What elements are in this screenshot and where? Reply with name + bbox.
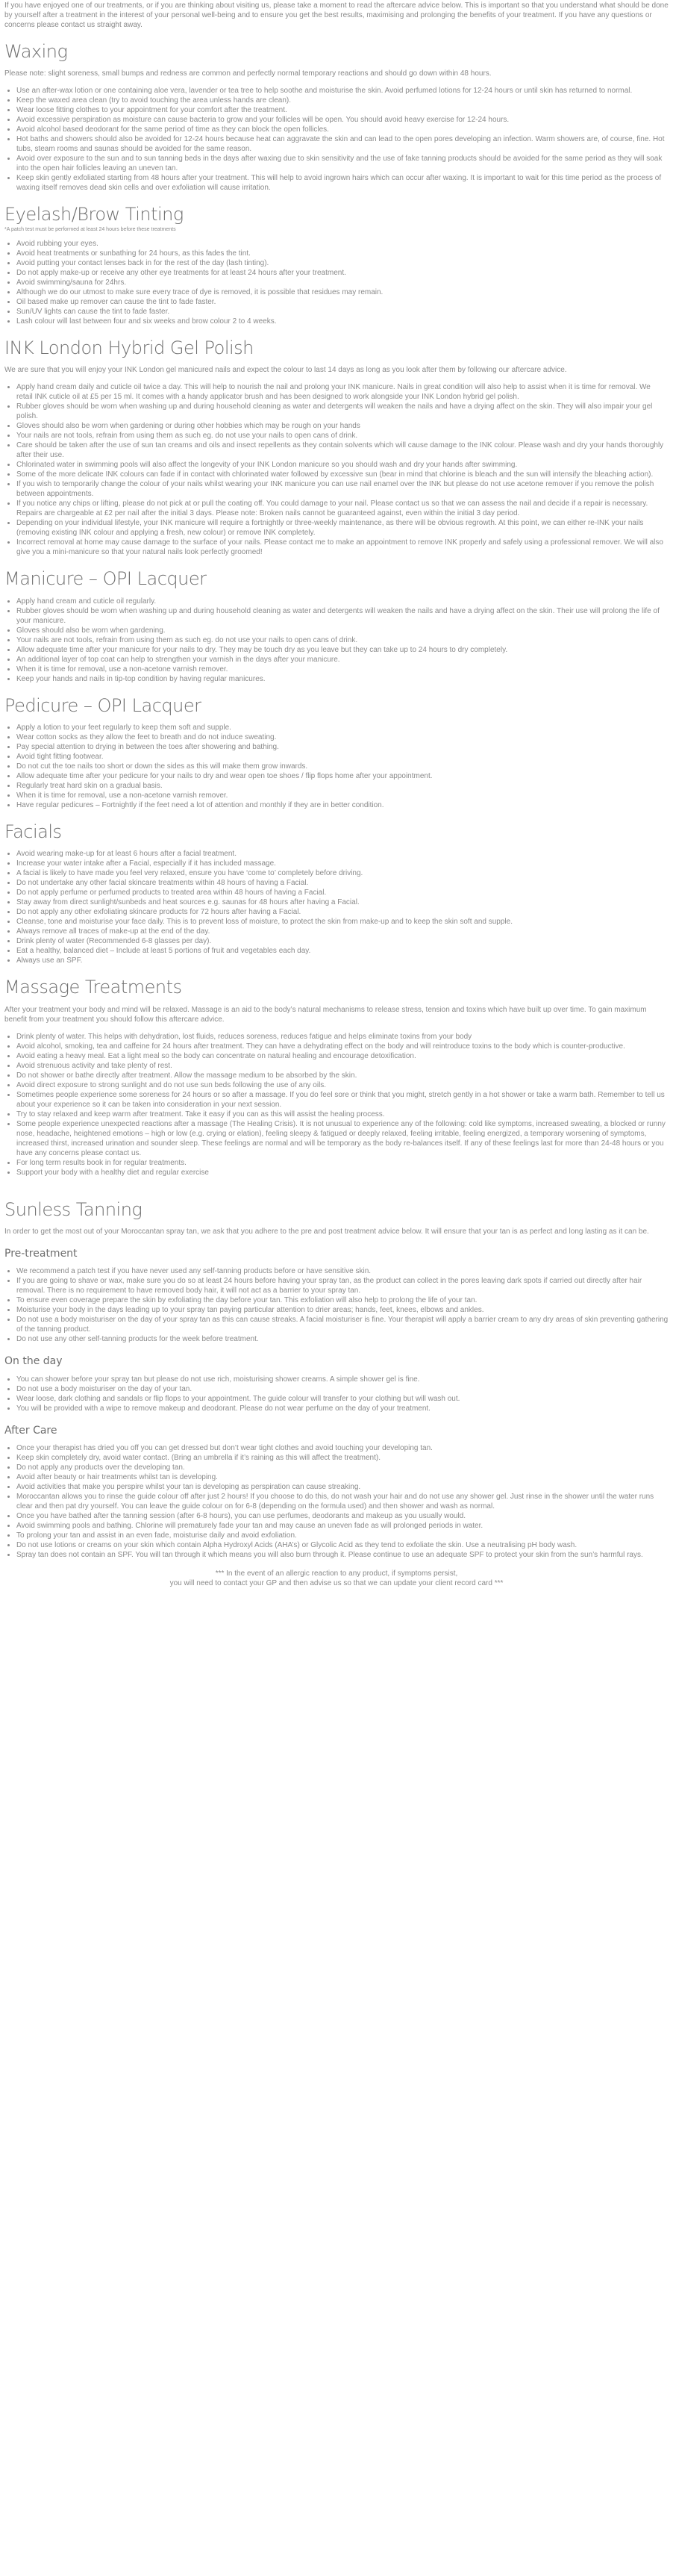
massage-list	[4, 1032, 669, 1177]
list-item: • We recommend a patch test if you have never used any self-tanning products before or have sensitive skin.	[16, 1266, 669, 1276]
ink-intro: We are sure that you will enjoy your INK London gel manicured nails and expect the colour to last 14 days as long as you look after them by following our aftercare advice.	[4, 366, 567, 375]
list-item: • Your nails are not tools, refrain from using them as such eg. do not use your nails to open cans of drink.	[16, 635, 669, 645]
list-item: • Some people experience unexpected reactions after a massage (The Healing Crisis). It is not unusual to experience any of the following: cold like symptoms, increased sweating, a blocked or runny nose, headache, heightened emotions – high or low (e.g. crying or elation), feeling sleepy & fatigued or deeply relaxed, feeling irritable, feeling energized, a temporary worsening of symptoms, increased thirst, increased urination and sounder sleep. These feelings are normal and will be temporary as the body re-balances itself. If any of these feelings last for more than 24-48 hours or you have any concerns please contact us.	[16, 1119, 669, 1158]
allergy-footer	[4, 1569, 669, 1588]
brow-list	[4, 239, 669, 326]
list-item: • Pay special attention to drying in between the toes after showering and bathing.	[16, 742, 669, 752]
list-item: • Gloves should also be worn when gardening.	[16, 626, 669, 635]
list-item: • Chlorinated water in swimming pools will also affect the longevity of your INK London manicure so you should wash and dry your hands after swimming.	[16, 460, 669, 470]
list-item: • Do not use any other self-tanning products for the week before treatment.	[16, 1334, 669, 1344]
list-item: • Do not apply make-up or receive any other eye treatments for at least 24 hours after your treatment.	[16, 268, 669, 278]
list-item: • Use an after-wax lotion or one containing aloe vera, lavender or tea tree to help soothe and moisturise the skin. Avoid perfumed lotions for 12-24 hours or until skin has returned to normal.	[16, 86, 669, 96]
massage-heading: Massage Treatments	[4, 977, 182, 998]
list-item: • Do not shower or bathe directly after treatment. Allow the massage medium to be absorbed by the skin.	[16, 1071, 669, 1080]
facials-section	[4, 822, 669, 965]
pedicure-list	[4, 723, 669, 810]
footer-line-1: *** In the event of an allergic reaction to any product, if symptoms persist,	[215, 1569, 458, 1578]
list-item: • Avoid wearing make-up for at least 6 hours after a facial treatment.	[16, 849, 669, 859]
list-item: • Rubber gloves should be worn when washing up and during household cleaning as water and detergents will weaken the nails and have a drying affect on the skin. Their use will prolong the life of your manicure.	[16, 606, 669, 626]
list-item: • Support your body with a healthy diet and regular exercise	[16, 1168, 669, 1177]
manicure-heading: Manicure – OPI Lacquer	[4, 568, 207, 590]
on-the-day-heading: On the day	[4, 1355, 63, 1368]
list-item: • Avoid eating a heavy meal. Eat a light meal so the body can concentrate on natural healing and encourage detoxification.	[16, 1051, 669, 1061]
list-item: • When it is time for removal, use a non-acetone varnish remover.	[16, 665, 669, 674]
list-item: • Moisturise your body in the days leading up to your spray tan paying particular attention to drier areas; hands, feet, knees, elbows and ankles.	[16, 1305, 669, 1315]
list-item: • Do not apply any products over the developing tan.	[16, 1463, 669, 1472]
list-item: • Moroccantan allows you to rinse the guide colour off after just 2 hours! If you choose to do this, do not wash your hair and do not use any shower gel. Just rinse in the shower until the water runs clear and then pat dry yourself. You can leave the guide colour on for 6-8 (depending on the formula used) and then shower and wash as normal.	[16, 1492, 669, 1511]
list-item: • Avoid swimming pools and bathing. Chlorine will prematurely fade your tan and may cause an uneven fade as will prolonged periods in water.	[16, 1521, 669, 1531]
list-item: • You will be provided with a wipe to remove makeup and deodorant. Please do not wear perfume on the day of your treatment.	[16, 1404, 669, 1413]
list-item: • Try to stay relaxed and keep warm after treatment. Take it easy if you can as this will assist the healing process.	[16, 1110, 669, 1119]
list-item: • Stay away from direct sunlight/sunbeds and heat sources e.g. saunas for 48 hours after having a Facial.	[16, 897, 669, 907]
list-item: • Oil based make up remover can cause the tint to fade faster.	[16, 297, 669, 307]
brow-heading: Eyelash/Brow Tinting	[4, 204, 184, 225]
list-item: • Avoid heat treatments or sunbathing for 24 hours, as this fades the tint.	[16, 249, 669, 258]
list-item: • Apply hand cream daily and cuticle oil twice a day. This will help to nourish the nail and prolong your INK manicure. Nails in great condition will also help to assist when it is time for removal. We retail INK cuticle oil at £5 per 15 ml. It comes with a handy applicator brush and has been designed to work alongside your INK London hybrid gel polish.	[16, 382, 669, 402]
list-item: • Do not use a body moisturiser on the day of your spray tan as this can cause streaks. A facial moisturiser is fine. Your therapist will apply a barrier cream to any dry areas of skin preventing gathering of the tanning product.	[16, 1315, 669, 1334]
facials-heading: Facials	[4, 821, 62, 843]
list-item: • Spray tan does not contain an SPF. You will tan through it which means you will also burn through it. Please continue to use an adequate SPF to protect your skin from the sun’s harmful rays.	[16, 1550, 669, 1560]
pre-treatment-heading: Pre-treatment	[4, 1248, 78, 1260]
manicure-list	[4, 597, 669, 684]
list-item: • Avoid activities that make you perspire whilst your tan is developing as perspiration can cause streaking.	[16, 1482, 669, 1492]
list-item: • Incorrect removal at home may cause damage to the surface of your nails. Please contact me to make an appointment to remove INK properly and safely using a professional remover. We will also give you a mini-manicure so that your natural nails look perfectly groomed!	[16, 538, 669, 557]
list-item: • Keep skin gently exfoliated starting from 48 hours after your treatment. This will help to avoid ingrown hairs which can occur after waxing. It is important to wait for this time period as the process of waxing itself removes dead skin cells and over exfoliation will cause irritation.	[16, 173, 669, 193]
brow-section	[4, 205, 669, 326]
list-item: • Avoid putting your contact lenses back in for the rest of the day (lash tinting).	[16, 258, 669, 268]
list-item: • If you notice any chips or lifting, please do not pick at or pull the coating off. You could damage to your nail. Please contact us so that we can assess the nail and decide if a repair is necessary. Repairs are chargeable at £2 per nail after the initial 3 days. Please note: Broken nails cannot be guaranteed against, even within the initial 3 day period.	[16, 499, 669, 518]
pedicure-section	[4, 696, 669, 810]
facials-list	[4, 849, 669, 965]
list-item: • Always remove all traces of make-up at the end of the day.	[16, 927, 669, 936]
list-item: • Sometimes people experience some soreness for 24 hours or so after a massage. If you do feel sore or think that you might, stretch gently in a hot shower or take a warm bath. Remember to tell us about your experience so it can be taken into consideration in your next session.	[16, 1090, 669, 1110]
after-care-heading: After Care	[4, 1424, 57, 1437]
list-item: • Gloves should also be worn when gardening or during other hobbies which may be rough on your hands	[16, 421, 669, 431]
list-item: • Some of the more delicate INK colours can fade if in contact with chlorinated water followed by excessive sun (bear in mind that chlorine is bleach and the sun will intensify the bleaching action).	[16, 470, 669, 479]
list-item: • Wear loose, dark clothing and sandals or flip flops to your appointment. The guide colour will transfer to your clothing but will wash out.	[16, 1394, 669, 1404]
list-item: • Avoid direct exposure to strong sunlight and do not use sun beds following the use of any oils.	[16, 1080, 669, 1090]
list-item: • Avoid tight fitting footwear.	[16, 752, 669, 762]
list-item: • Drink plenty of water. This helps with dehydration, lost fluids, reduces soreness, reduces fatigue and helps eliminate toxins from your body	[16, 1032, 669, 1042]
list-item: • Increase your water intake after a Facial, especially if it has included massage.	[16, 859, 669, 868]
list-item: • Wear loose fitting clothes to your appointment for your comfort after the treatment.	[16, 105, 669, 115]
list-item: • Do not use a body moisturiser on the day of your tan.	[16, 1384, 669, 1394]
list-item: • Avoid swimming/sauna for 24hrs.	[16, 278, 669, 287]
list-item: • Allow adequate time after your pedicure for your nails to dry and wear open toe shoes / flip flops home after your appointment.	[16, 771, 669, 781]
list-item: • Lash colour will last between four and six weeks and brow colour 2 to 4 weeks.	[16, 317, 669, 326]
list-item: • Apply a lotion to your feet regularly to keep them soft and supple.	[16, 723, 669, 732]
ink-list	[4, 382, 669, 557]
pedicure-heading: Pedicure – OPI Lacquer	[4, 694, 201, 716]
pre-treatment-list	[4, 1266, 669, 1344]
massage-section	[4, 977, 669, 1177]
list-item: • Regularly treat hard skin on a gradual basis.	[16, 781, 669, 791]
list-item: • Rubber gloves should be worn when washing up and during household cleaning as water and detergents will weaken the nails and have a drying affect on the skin. They will also impair your gel polish.	[16, 402, 669, 421]
list-item: • Allow adequate time after your manicure for your nails to dry. They may be touch dry as you leave but they can take up to 24 hours to dry completely.	[16, 645, 669, 655]
list-item: • Hot baths and showers should also be avoided for 12-24 hours because heat can aggravate the skin and can lead to the open pores developing an infection. Warm showers are, of course, fine. Hot tubs, steam rooms and saunas should be avoided for the same reason.	[16, 134, 669, 154]
list-item: • Avoid alcohol based deodorant for the same period of time as they can block the open follicles.	[16, 125, 669, 134]
patch-test-note: *A patch test must be performed at least 24 hours before these treatments	[4, 226, 176, 232]
list-item: • Avoid strenuous activity and take plenty of rest.	[16, 1061, 669, 1071]
manicure-section	[4, 569, 669, 683]
list-item: • Once your therapist has dried you off you can get dressed but don’t wear tight clothes and avoid touching your developing tan.	[16, 1443, 669, 1453]
list-item: • Keep skin completely dry, avoid water contact. (Bring an umbrella if it’s raining as this will affect the treatment).	[16, 1453, 669, 1463]
list-item: • Do not cut the toe nails too short or down the sides as this will make them grow inwards.	[16, 762, 669, 771]
tanning-section	[4, 1200, 669, 1560]
list-item: • Sun/UV lights can cause the tint to fade faster.	[16, 307, 669, 317]
list-item: • Do not apply perfume or perfumed products to treated area within 48 hours of having a Facial.	[16, 888, 669, 897]
list-item: • Keep your hands and nails in tip-top condition by having regular manicures.	[16, 674, 669, 684]
ink-heading: INK London Hybrid Gel Polish	[4, 337, 254, 358]
list-item: • Keep the waxed area clean (try to avoid touching the area unless hands are clean).	[16, 96, 669, 105]
list-item: • Once you have bathed after the tanning session (after 6-8 hours), you can use perfumes, deodorants and makeup as you usually would.	[16, 1511, 669, 1521]
list-item: • Apply hand cream and cuticle oil regularly.	[16, 597, 669, 606]
tanning-intro: In order to get the most out of your Moroccantan spray tan, we ask that you adhere to the pre and post treatment advice below. It will ensure that your tan is as perfect and long lasting as it can be.	[4, 1228, 649, 1236]
intro-paragraph: If you have enjoyed one of our treatments, or if you are thinking about visiting us, please take a moment to read the aftercare advice below. This is important so that you understand what should be done by yourself after a treatment in the interest of your personal well-being and to ensure you get the best results, maximising and prolonging the benefits of your treatment. If you have any questions or concerns please contact us straight away.	[4, 1, 669, 29]
ink-section	[4, 338, 669, 557]
list-item: • Avoid rubbing your eyes.	[16, 239, 669, 249]
list-item: • Avoid alcohol, smoking, tea and caffeine for 24 hours after treatment. They can have a dehydrating effect on the body and will reintroduce toxins to the body which is counter-productive.	[16, 1042, 669, 1051]
list-item: • Although we do our utmost to make sure every trace of dye is removed, it is possible that residues may remain.	[16, 287, 669, 297]
list-item: • Always use an SPF.	[16, 956, 669, 965]
list-item: • Avoid over exposure to the sun and to sun tanning beds in the days after waxing due to skin sensitivity and the use of fake tanning products should be avoided for the same period as they will soak into the open hair follicles leaving an uneven tan.	[16, 154, 669, 173]
list-item: • Do not use lotions or creams on your skin which contain Alpha Hydroxyl Acids (AHA’s) or Glycolic Acid as they tend to exfoliate the skin. Use a neutralising pH body wash.	[16, 1540, 669, 1550]
list-item: • An additional layer of top coat can help to strengthen your varnish in the days after your manicure.	[16, 655, 669, 665]
waxing-note: Please note: slight soreness, small bumps and redness are common and perfectly normal temporary reactions and should go down within 48 hours.	[4, 69, 492, 78]
massage-intro: After your treatment your body and mind will be relaxed. Massage is an aid to the body’s natural mechanisms to release stress, tension and toxins which have built up over time. To gain maximum benefit from your treatment you should follow this aftercare advice.	[4, 1005, 647, 1024]
list-item: • Do not apply any other exfoliating skincare products for 72 hours after having a Facial.	[16, 907, 669, 917]
waxing-list	[4, 86, 669, 193]
list-item: • Depending on your individual lifestyle, your INK manicure will require a fortnightly or three-weekly maintenance, as there will be obvious regrowth. At this point, we can either re-INK your nails (removing existing INK colour and applying a fresh, new colour) or remove INK completely.	[16, 518, 669, 538]
list-item: • Wear cotton socks as they allow the feet to breath and do not induce sweating.	[16, 732, 669, 742]
list-item: • To ensure even coverage prepare the skin by exfoliating the day before your tan. This exfoliation will also help to prolong the life of your tan.	[16, 1295, 669, 1305]
list-item: • Drink plenty of water (Recommended 6-8 glasses per day).	[16, 936, 669, 946]
list-item: • A facial is likely to have made you feel very relaxed, ensure you have ‘come to’ completely before driving.	[16, 868, 669, 878]
list-item: • When it is time for removal, use a non-acetone varnish remover.	[16, 791, 669, 800]
list-item: • For long term results book in for regular treatments.	[16, 1158, 669, 1168]
tanning-heading: Sunless Tanning	[4, 1198, 143, 1220]
waxing-heading: Waxing	[4, 41, 68, 62]
list-item: • If you wish to temporarily change the colour of your nails whilst wearing your INK manicure you can use nail enamel over the INK but please do not use acetone remover if you remove the polish between appointments.	[16, 479, 669, 499]
list-item: • To prolong your tan and assist in an even fade, moisturise daily and avoid exfoliation.	[16, 1531, 669, 1540]
footer-line-2: you will need to contact your GP and then advise us so that we can update your client record card ***	[169, 1578, 504, 1587]
list-item: • Care should be taken after the use of sun tan creams and oils and insect repellents as they contain solvents which will cause damage to the INK colour. Please wash and dry your hands thoroughly after their use.	[16, 441, 669, 460]
list-item: • If you are going to shave or wax, make sure you do so at least 24 hours before having your spray tan, as the product can collect in the pores leaving dark spots if carried out directly after hair removal. There is no requirement to have removed body hair, it will not act as a barrier to your spray tan.	[16, 1276, 669, 1295]
waxing-section	[4, 42, 669, 193]
list-item: • Have regular pedicures – Fortnightly if the feet need a lot of attention and monthly if they are in better condition.	[16, 800, 669, 810]
list-item: • Cleanse, tone and moisturise your face daily. This is to prevent loss of moisture, to protect the skin from make-up and to keep the skin soft and supple.	[16, 917, 669, 927]
list-item: • Your nails are not tools, refrain from using them as such eg. do not use your nails to open cans of drink.	[16, 431, 669, 441]
after-care-list	[4, 1443, 669, 1560]
list-item: • You can shower before your spray tan but please do not use rich, moisturising shower creams. A simple shower gel is fine.	[16, 1375, 669, 1384]
on-the-day-list	[4, 1375, 669, 1413]
list-item: • Eat a healthy, balanced diet – Include at least 5 portions of fruit and vegetables each day.	[16, 946, 669, 956]
list-item: • Avoid excessive perspiration as moisture can cause bacteria to grow and your follicles will be open. You should avoid heavy exercise for 12-24 hours.	[16, 115, 669, 125]
list-item: • Do not undertake any other facial skincare treatments within 48 hours of having a Facial.	[16, 878, 669, 888]
list-item: • Avoid after beauty or hair treatments whilst tan is developing.	[16, 1472, 669, 1482]
aftercare-page	[4, 0, 669, 1588]
